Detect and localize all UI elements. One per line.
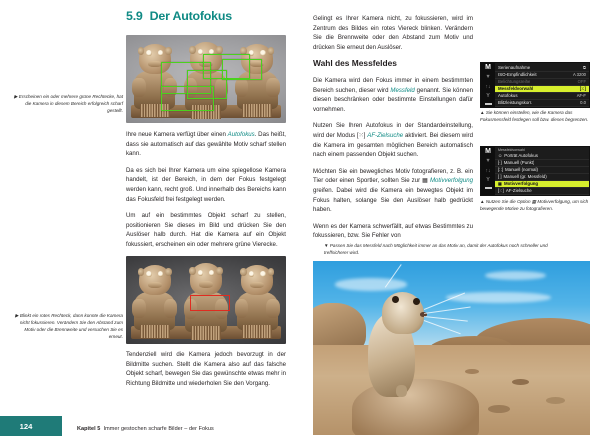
drive-icon: ▼ — [485, 158, 491, 165]
figure-monkeys-red-af — [126, 256, 286, 344]
af-rectangle-green — [222, 59, 262, 80]
paragraph-bildmitte: Tendenziell wird die Kamera jedoch bevorzugt in der Bildmitte suchen. Stellt die Kamera also auf das falsche Objekt scharf, bewegen Sie das gewünschte etwas mehr in Richtung Bildmitte und wiederholen Sie den Vorgang. — [126, 351, 286, 387]
squirrel-forepaw — [396, 385, 407, 397]
icon-motivverfolgung: ▦ — [422, 177, 428, 185]
paragraph-autofokus-intro: Ihre neue Kamera verfügt über einen Autofokus. Das heißt, dass sie automatisch auf das gewählte Motiv scharf stellen kann. — [126, 131, 286, 158]
paragraph-objekt-scharf: Um auf ein bestimmtes Objekt scharf zu stellen, positionieren Sie dieses im Bild und drücken Sie den Auslöser halb durch. Hat die Kamera auf ein Objekt fokussiert, erscheinen ein oder mehrere grüne Vierecke. — [126, 212, 286, 248]
term-af-zielsuche: AF-Zielsuche — [367, 131, 404, 139]
monkey-figure-right — [235, 265, 280, 330]
margin-note-green-af: ▶ Erscheinen ein oder mehrere grüne Rechtecke, hat die Kamera in diesem Bereich erfolgreich scharf gestellt. — [14, 94, 123, 113]
menu-row[interactable]: Autofokus AF-F — [495, 93, 589, 100]
paragraph-rotes-viereck: Gelingt es Ihrer Kamera nicht, zu fokussieren, wird im Zentrum des Bildes ein rotes Viereck blinken. Verändern Sie die Brennweite oder den Abstand zum Motiv und drücken Sie erneut den Auslöser. — [313, 15, 473, 51]
exposure-icon: ↑↓ — [485, 83, 491, 90]
point-af-icon: [·] — [498, 160, 502, 166]
figure-monkeys-green-af — [126, 35, 286, 123]
wrench-icon: Y — [486, 92, 490, 99]
squirrel-eye — [392, 296, 399, 303]
page-title — [126, 9, 291, 23]
camera-menu-rail — [481, 147, 495, 195]
menu-row[interactable]: Serienaufnahme ⧉ — [495, 65, 589, 72]
squirrel-eye — [413, 298, 420, 305]
footer-caption — [77, 426, 214, 432]
menu-title: Messfeldvorwahl — [498, 148, 525, 152]
drive-icon: ▼ — [485, 74, 491, 81]
term-autofokus: Autofokus — [227, 131, 255, 138]
monkey-figure-left — [132, 265, 177, 330]
normal-af-icon: [∷] — [498, 167, 503, 173]
af-rectangle-green — [161, 86, 214, 111]
menu-row[interactable]: ☺ Porträt Autofokus — [495, 153, 589, 160]
photo-pebble — [546, 397, 565, 404]
menu-row-selected[interactable]: ▦ Motivverfolgung — [495, 181, 589, 188]
right-page — [300, 0, 600, 445]
right-body-column — [313, 14, 473, 248]
battery-icon — [485, 103, 492, 105]
menu-row[interactable]: [·] Manuell (Punkt) — [495, 160, 589, 167]
section-number: 5.9 — [126, 9, 143, 23]
sub-heading-messfeld: Wahl des Messfeldes — [313, 58, 397, 69]
menu-row[interactable]: Blitzleistungskorr. 0.0 — [495, 100, 589, 107]
af-rectangle-red — [190, 295, 230, 311]
menu-row[interactable]: [∷] Manuell (normal) — [495, 167, 589, 174]
caption-camera-menu-quick: ▲ Sie können einstellen, wie die Kamera das Fokusmessfeld festlegen soll bzw. dieses begrenzen. — [480, 110, 589, 122]
photo-cloud — [335, 278, 407, 290]
paragraph-spiegellos: Da es sich bei Ihrer Kamera um eine spiegellose Kamera handelt, ist der Bereich, in dem der Fokus festgelegt werden kann, recht groß. Und innerhalb des Bereichs kann das Fokusfeld frei festgelegt werden. — [126, 166, 286, 203]
menu-row[interactable]: [ ] Manuell (gr. Messfeld) — [495, 174, 589, 181]
footer-title: Immer gestochen scharfe Bilder – der Fokus — [103, 426, 214, 432]
icon-af-zielsuche: [⁙] — [356, 131, 366, 139]
camera-menu-screenshot-quick — [480, 62, 590, 108]
section-title: Der Autofokus — [149, 9, 232, 23]
menu-row[interactable]: ISO-Empfindlichkeit A 3200 — [495, 72, 589, 79]
page-number: 124 — [19, 421, 33, 431]
camera-menu-rail — [481, 63, 495, 107]
menu-row-selected[interactable]: Messfeldvorwahl [⁙] — [495, 86, 589, 93]
left-body-column-top — [126, 130, 286, 257]
photo-sand-mound — [352, 379, 479, 435]
footer-chapter: Kapitel 5 — [77, 426, 101, 432]
caption-squirrel-photo: ▼ Passen Sie das Messfeld nach Möglichkeit immer an das Motiv an, damit der Autofokus noch schneller und treffsicherer wird. — [324, 243, 548, 255]
left-body-column-bottom — [126, 350, 286, 395]
paragraph-af-zielsuche: Nutzen Sie Ihren Autofokus in der Standardeinstellung, wird der Modus [⁙] AF-Zielsuche aktiviert. Bei diesem wird die Kamera im gesamten möglichen Bereich automatisch nach einem passenden Objekt suchen. — [313, 122, 473, 159]
large-af-icon: [ ] — [498, 174, 502, 180]
menu-row[interactable]: Belichtungsreihe OFF — [495, 79, 589, 86]
caption-camera-menu-messfeldvorwahl: ▲ Nutzen Sie die Option ▦ Motivverfolgung, um sich bewegende Motive zu fotografieren. — [480, 199, 589, 211]
wrench-icon: Y — [486, 176, 490, 183]
camera-menu-list — [495, 147, 589, 195]
exposure-icon: ↑↓ — [485, 167, 491, 174]
figure-desert-squirrel — [313, 261, 590, 435]
term-messfeld: Messfeld — [390, 86, 415, 94]
paragraph-messfeld: Die Kamera wird den Fokus immer in einem bestimmten Bereich suchen, dieser wird Messfeld genannt. Sie können diesen beschränken oder bestimmte Einstellungen dafür vornehmen. — [313, 76, 474, 113]
camera-menu-screenshot-messfeldvorwahl — [480, 146, 590, 196]
paragraph-schwerfaellt: Wenn es der Kamera schwerfällt, auf etwas Bestimmtes zu fokussieren, bzw. Sie Fehler von — [313, 222, 473, 240]
tracking-icon: ▦ — [498, 181, 502, 187]
term-motivverfolgung: Motivverfolgung — [429, 177, 473, 185]
camera-menu-list — [495, 63, 589, 107]
mode-m-icon: M — [485, 148, 491, 155]
margin-note-red-af: ▶ Blinkt ein rotes Rechteck, dann konnte die Kamera nicht fokussieren. Verändern Sie den Abstand zum Motiv oder die Brennweite und versuchen Sie es erneut. — [15, 313, 123, 339]
af-target-icon: [⁙] — [498, 188, 504, 194]
mode-m-icon: M — [485, 64, 491, 71]
paragraph-motivverfolgung: Möchten Sie ein bewegliches Motiv fotografieren, z. B. ein Tier oder einen Sportler, sollten Sie zur ▦ Motivverfolgung greifen. Dabei wird die Kamera ein bewegtes Objekt im Fokus halten, solange Sie den Auslöser halb gedrückt haben. — [313, 167, 473, 214]
battery-icon — [485, 187, 492, 189]
face-icon: ☺ — [498, 153, 503, 159]
menu-row[interactable]: [⁙] AF-Zielsuche — [495, 188, 589, 195]
